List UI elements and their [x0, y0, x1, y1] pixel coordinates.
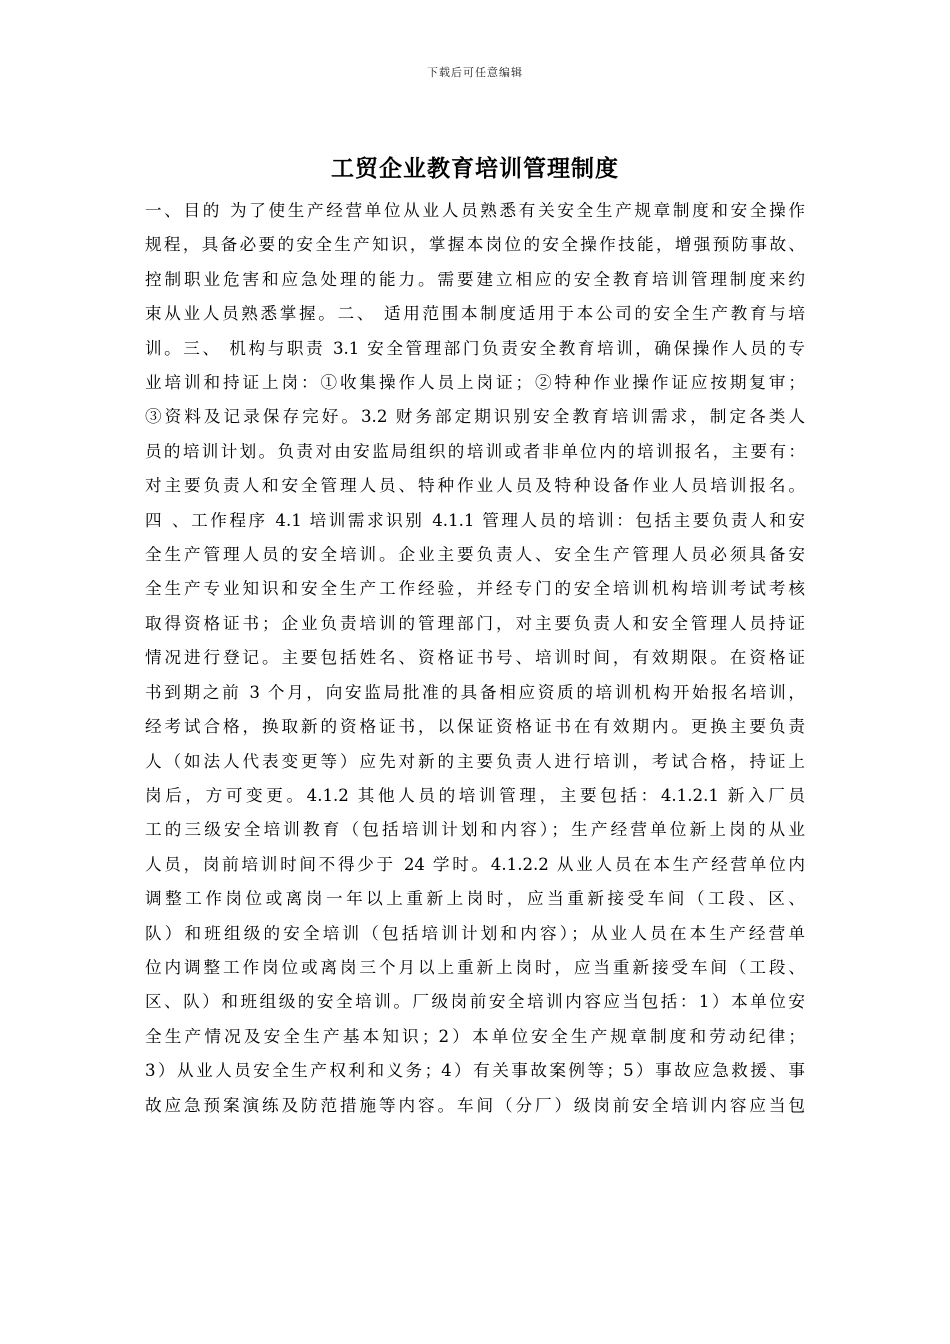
body-line: 员的培训计划。负责对由安监局组织的培训或者非单位内的培训报名，主要有： — [145, 441, 805, 461]
body-line: 控制职业危害和应急处理的能力。需要建立相应的安全教育培训管理制度来约 — [145, 269, 805, 289]
body-line: 全生产专业知识和安全生产工作经验，并经专门的安全培训机构培训考试考核 — [145, 579, 805, 599]
body-line: 书到期之前 3 个月，向安监局批准的具备相应资质的培训机构开始报名培训， — [145, 682, 805, 702]
body-line: 训。三、 机构与职责 3.1 安全管理部门负责安全教育培训，确保操作人员的专 — [145, 338, 805, 358]
body-line: 一、目的 为了使生产经营单位从业人员熟悉有关安全生产规章制度和安全操作 — [145, 201, 805, 220]
body-line: 四 、工作程序 4.1 培训需求识别 4.1.1 管理人员的培训：包括主要负责人和安 — [145, 510, 805, 530]
body-line: 对主要负责人和安全管理人员、特种作业人员及特种设备作业人员培训报名。 — [145, 476, 805, 496]
body-line: 业培训和持证上岗：①收集操作人员上岗证；②特种作业操作证应按期复审； — [145, 373, 805, 393]
body-line: 区、队）和班组级的安全培训。厂级岗前安全培训内容应当包括：1）本单位安 — [145, 992, 805, 1012]
body-line: 人员，岗前培训时间不得少于 24 学时。4.1.2.2 从业人员在本生产经营单位内 — [145, 854, 805, 874]
body-line: 工的三级安全培训教育（包括培训计划和内容）；生产经营单位新上岗的从业 — [145, 820, 805, 840]
body-line: 取得资格证书；企业负责培训的管理部门，对主要负责人和安全管理人员持证 — [145, 613, 805, 633]
body-line: 束从业人员熟悉掌握。二、 适用范围本制度适用于本公司的安全生产教育与培 — [145, 304, 805, 324]
header-note: 下载后可任意编辑 — [427, 66, 523, 79]
body-line: 调整工作岗位或离岗一年以上重新上岗时，应当重新接受车间（工段、区、 — [145, 889, 805, 909]
body-line: 经考试合格，换取新的资格证书，以保证资格证书在有效期内。更换主要负责 — [145, 717, 805, 737]
body-line: 人（如法人代表变更等）应先对新的主要负责人进行培训，考试合格，持证上 — [145, 751, 805, 771]
document-title: 工贸企业教育培训管理制度 — [331, 155, 619, 182]
body-line: 3）从业人员安全生产权利和义务；4）有关事故案例等；5）事故应急救援、事 — [145, 1061, 805, 1081]
body-line: 情况进行登记。主要包括姓名、资格证书号、培训时间，有效期限。在资格证 — [145, 648, 805, 668]
body-line: ③资料及记录保存完好。3.2 财务部定期识别安全教育培训需求，制定各类人 — [145, 407, 805, 427]
body-line: 位内调整工作岗位或离岗三个月以上重新上岗时，应当重新接受车间（工段、 — [145, 957, 805, 977]
body-line: 规程，具备必要的安全生产知识，掌握本岗位的安全操作技能，增强预防事故、 — [145, 235, 805, 255]
body-line: 全生产管理人员的安全培训。企业主要负责人、安全生产管理人员必须具备安 — [145, 545, 805, 565]
body-line: 队）和班组级的安全培训（包括培训计划和内容）；从业人员在本生产经营单 — [145, 923, 805, 943]
document-body — [145, 194, 805, 1123]
body-line: 岗后，方可变更。4.1.2 其他人员的培训管理，主要包括：4.1.2.1 新入厂员 — [145, 785, 805, 805]
body-line: 全生产情况及安全生产基本知识；2）本单位安全生产规章制度和劳动纪律； — [145, 1026, 805, 1046]
body-line: 故应急预案演练及防范措施等内容。车间（分厂）级岗前安全培训内容应当包 — [145, 1095, 805, 1115]
